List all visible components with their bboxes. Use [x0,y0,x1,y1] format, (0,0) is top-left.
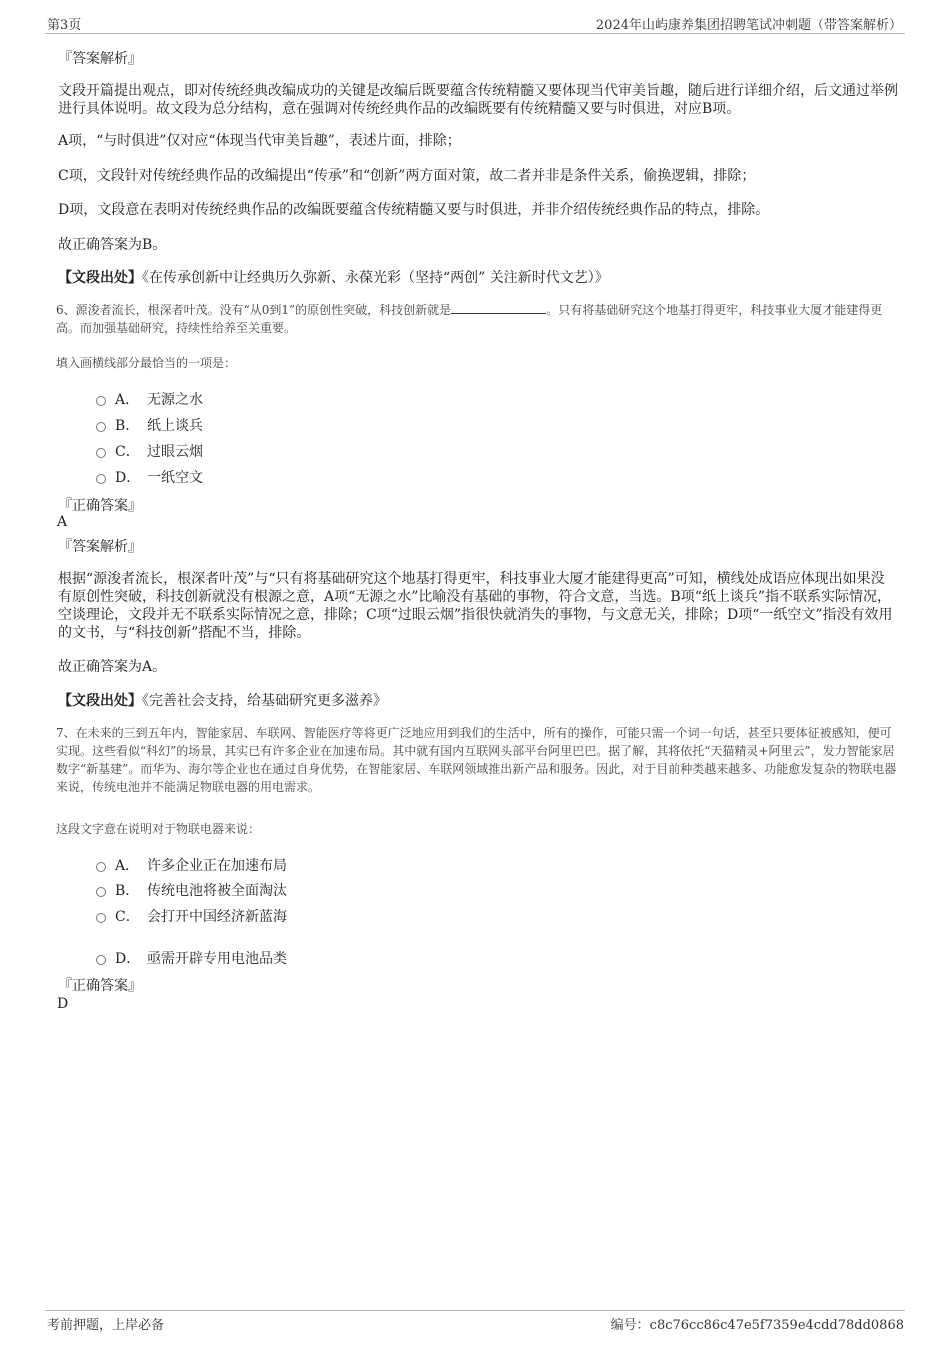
q6-option-d[interactable]: D． 一纸空文 [96,467,203,487]
q5-source-text: 《在传承创新中让经典历久弥新、永葆光彩（坚持“两创” 关注新时代文艺）》 [142,270,609,286]
q5-analysis-option-a: A项，“与时俱进”仅对应“体现当代审美旨趣”，表述片面，排除； [58,133,461,149]
radio-icon[interactable] [96,396,106,406]
q6-correct-label: 『正确答案』 [58,498,142,514]
radio-icon[interactable] [96,474,106,484]
footer-slogan: 考前押题，上岸必备 [47,1318,165,1333]
q5-conclusion: 故正确答案为B。 [58,237,167,253]
q7-option-b[interactable]: B． 传统电池将被全面淘汰 [96,880,287,900]
q6-stem-after: 。只有将基础研究这个地基打得更牢，科技事业大厦才能建得更高。而加强基础研究，持续性给养至关重要。 [56,303,883,335]
radio-icon[interactable] [96,862,106,872]
q7-option-c[interactable]: C． 会打开中国经济新蓝海 [96,906,287,926]
q5-analysis-option-c: C项，文段针对传统经典作品的改编提出“传承”和“创新”两方面对策，故二者并非是条件关系，偷换逻辑，排除； [58,168,756,184]
footer-rule [45,1310,905,1311]
q7-correct-label: 『正确答案』 [58,978,142,994]
radio-icon[interactable] [96,913,106,923]
q6-source-text: 《完善社会支持，给基础研究更多滋养》 [142,693,387,709]
radio-icon[interactable] [96,887,106,897]
q6-option-b[interactable]: B． 纸上谈兵 [96,415,203,435]
q7-stem: 7、在未来的三到五年内，智能家居、车联网、智能医疗等将更广泛地应用到我们的生活中，所有的操作，可能只需一个词一句话，甚至只要体征被感知，便可实现。这些看似“科幻”的场景，其实已有许多企业在加速布局。其中就有国内互联网头部平台阿里巴巴。据了解，其将依托“天猫精灵+阿里云”，发力智能家居数字“新基建”。而华为、海尔等企业也在通过自身优势，在智能家居、车联网领域推出新产品和服务。因此，对于目前种类越来越多、功能愈发复杂的物联电器来说，传统电池并不能满足物联电器的用电需求。 [56,726,897,794]
document-title: 2024年山屿康养集团招聘笔试冲刺题（带答案解析） [595,18,902,33]
q7-correct-answer: D [57,996,69,1012]
q5-analysis-label: 『答案解析』 [58,51,142,67]
q6-stem [56,301,901,337]
q5-source-label: 【文段出处】 [58,270,142,286]
q6-option-a[interactable]: A． 无源之水 [96,389,203,409]
q5-source [58,267,609,287]
q6-prompt: 填入画横线部分最恰当的一项是： [56,356,237,370]
header-rule [45,33,905,34]
q6-source-label: 【文段出处】 [58,693,142,709]
q7-prompt: 这段文字意在说明对于物联电器来说： [56,822,261,836]
q6-correct-answer: A [57,514,68,530]
q7-option-a[interactable]: A． 许多企业正在加速布局 [96,855,287,875]
q5-analysis-option-d: D项，文段意在表明对传统经典作品的改编既要蕴含传统精髓又要与时俱进，并非介绍传统经典作品的特点，排除。 [58,202,770,218]
q5-analysis-text: 文段开篇提出观点，即对传统经典改编成功的关键是改编后既要蕴含传统精髓又要体现当代审美旨趣，随后进行详细介绍，后文通过举例进行具体说明。故文段为总分结构，意在强调对传统经典作品的改编既要有传统精髓又要与时俱进，对应B项。 [58,83,898,117]
q6-blank [451,301,546,314]
q6-option-c[interactable]: C． 过眼云烟 [96,441,203,461]
radio-icon[interactable] [96,422,106,432]
footer-serial: 编号：c8c76cc86c47e5f7359e4cdd78dd0868 [610,1318,904,1333]
q6-analysis-label: 『答案解析』 [58,539,142,555]
page-number: 第3页 [47,18,82,33]
q6-analysis-text: 根据“源浚者流长，根深者叶茂”与“只有将基础研究这个地基打得更牢，科技事业大厦才能建得更高”可知，横线处成语应体现出如果没有原创性突破，科技创新就没有根源之意，A项“无源之水”比喻没有基础的事物，符合文意，当选。B项“纸上谈兵”指不联系实际情况，空谈理论，文段并无不联系实际情况之意，排除；C项“过眼云烟”指很快就消失的事物，与文意无关，排除；D项“一纸空文”指没有效用的文书，与“科技创新”搭配不当，排除。 [58,571,893,641]
radio-icon[interactable] [96,448,106,458]
radio-icon[interactable] [96,955,106,965]
q7-option-d[interactable]: D． 亟需开辟专用电池品类 [96,948,287,968]
q6-source [58,690,387,710]
q6-conclusion: 故正确答案为A。 [58,659,167,675]
q6-stem-before: 6、源浚者流长，根深者叶茂。没有“从0到1”的原创性突破，科技创新就是 [56,303,452,317]
